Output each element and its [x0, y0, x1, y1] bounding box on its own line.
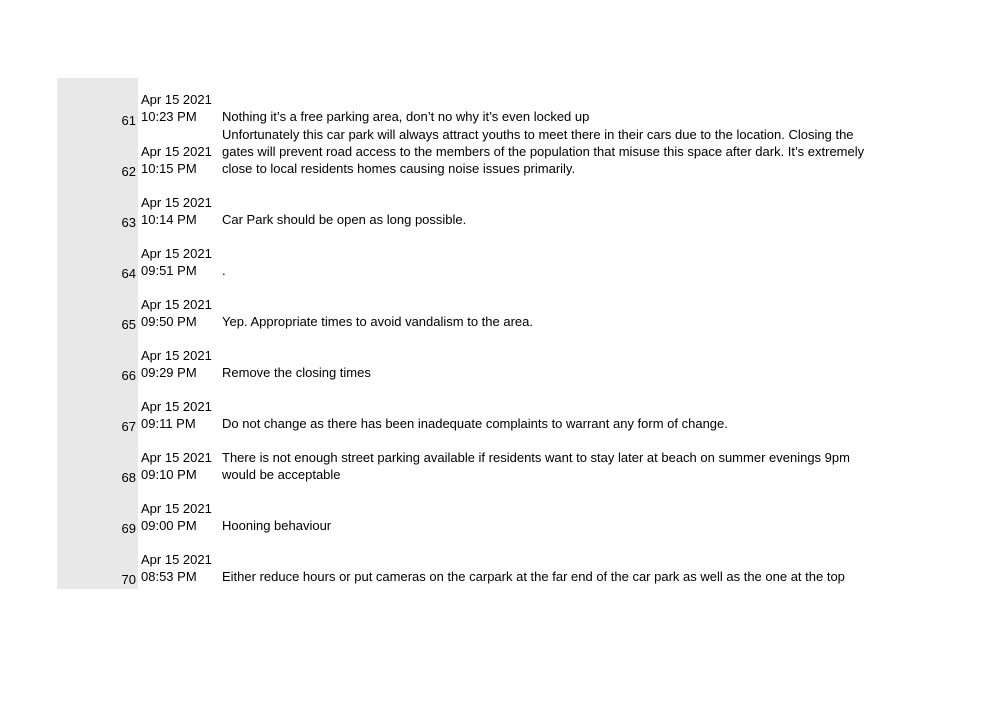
- list-item: [0, 435, 1001, 486]
- list-item: [0, 231, 1001, 282]
- row-time: 09:51 PM: [141, 263, 197, 278]
- row-date: Apr 15 2021: [141, 399, 212, 414]
- row-number: 70: [121, 572, 136, 587]
- row-comment: .: [222, 263, 226, 278]
- row-datetime: [141, 500, 221, 534]
- row-number: 64: [121, 266, 136, 281]
- row-datetime: [141, 398, 221, 432]
- response-list: [0, 78, 1001, 588]
- list-item: [0, 537, 1001, 588]
- row-time: 09:29 PM: [141, 365, 197, 380]
- row-number: 63: [121, 215, 136, 230]
- row-datetime: [141, 91, 221, 125]
- row-time: 08:53 PM: [141, 569, 197, 584]
- row-number: 68: [121, 470, 136, 485]
- row-date: Apr 15 2021: [141, 246, 212, 261]
- row-comment: Unfortunately this car park will always attract youths to meet there in their cars due to the location. Closing the gates will prevent road access to the members of the population that misuse this space after dark. It’s extremely close to local residents homes causing noise issues primarily.: [222, 127, 865, 176]
- row-datetime: [141, 449, 221, 483]
- list-item: [0, 384, 1001, 435]
- row-time: 10:15 PM: [141, 161, 197, 176]
- row-number: 61: [121, 113, 136, 128]
- row-date: Apr 15 2021: [141, 144, 212, 159]
- row-comment: Nothing it’s a free parking area, don’t no why it’s even locked up: [222, 109, 590, 124]
- row-time: 09:10 PM: [141, 467, 197, 482]
- row-comment: Do not change as there has been inadequate complaints to warrant any form of change.: [222, 416, 728, 431]
- list-item: [0, 333, 1001, 384]
- row-datetime: [141, 194, 221, 228]
- row-date: Apr 15 2021: [141, 450, 212, 465]
- row-time: 10:23 PM: [141, 109, 197, 124]
- row-comment: Yep. Appropriate times to avoid vandalism to the area.: [222, 314, 533, 329]
- list-item: [0, 129, 1001, 180]
- list-item: [0, 282, 1001, 333]
- row-time: 10:14 PM: [141, 212, 197, 227]
- row-number: 62: [121, 164, 136, 179]
- row-date: Apr 15 2021: [141, 195, 212, 210]
- row-number: 67: [121, 419, 136, 434]
- row-date: Apr 15 2021: [141, 348, 212, 363]
- row-comment: Either reduce hours or put cameras on the carpark at the far end of the car park as well as the one at the top: [222, 569, 845, 584]
- row-datetime: [141, 296, 221, 330]
- row-date: Apr 15 2021: [141, 501, 212, 516]
- row-time: 09:00 PM: [141, 518, 197, 533]
- row-number: 65: [121, 317, 136, 332]
- list-item: [0, 78, 1001, 129]
- row-comment: There is not enough street parking available if residents want to stay later at beach on summer evenings 9pm would be acceptable: [222, 450, 850, 482]
- row-datetime: [141, 347, 221, 381]
- row-time: 09:50 PM: [141, 314, 197, 329]
- row-time: 09:11 PM: [141, 416, 196, 431]
- row-comment: Remove the closing times: [222, 365, 371, 380]
- row-comment: Hooning behaviour: [222, 518, 332, 533]
- row-date: Apr 15 2021: [141, 297, 212, 312]
- row-datetime: [141, 143, 221, 177]
- row-date: Apr 15 2021: [141, 552, 212, 567]
- row-datetime: [141, 551, 221, 585]
- list-item: [0, 486, 1001, 537]
- row-number: 66: [121, 368, 136, 383]
- row-datetime: [141, 245, 221, 279]
- list-item: [0, 180, 1001, 231]
- row-number: 69: [121, 521, 136, 536]
- row-date: Apr 15 2021: [141, 92, 212, 107]
- row-comment: Car Park should be open as long possible.: [222, 212, 467, 227]
